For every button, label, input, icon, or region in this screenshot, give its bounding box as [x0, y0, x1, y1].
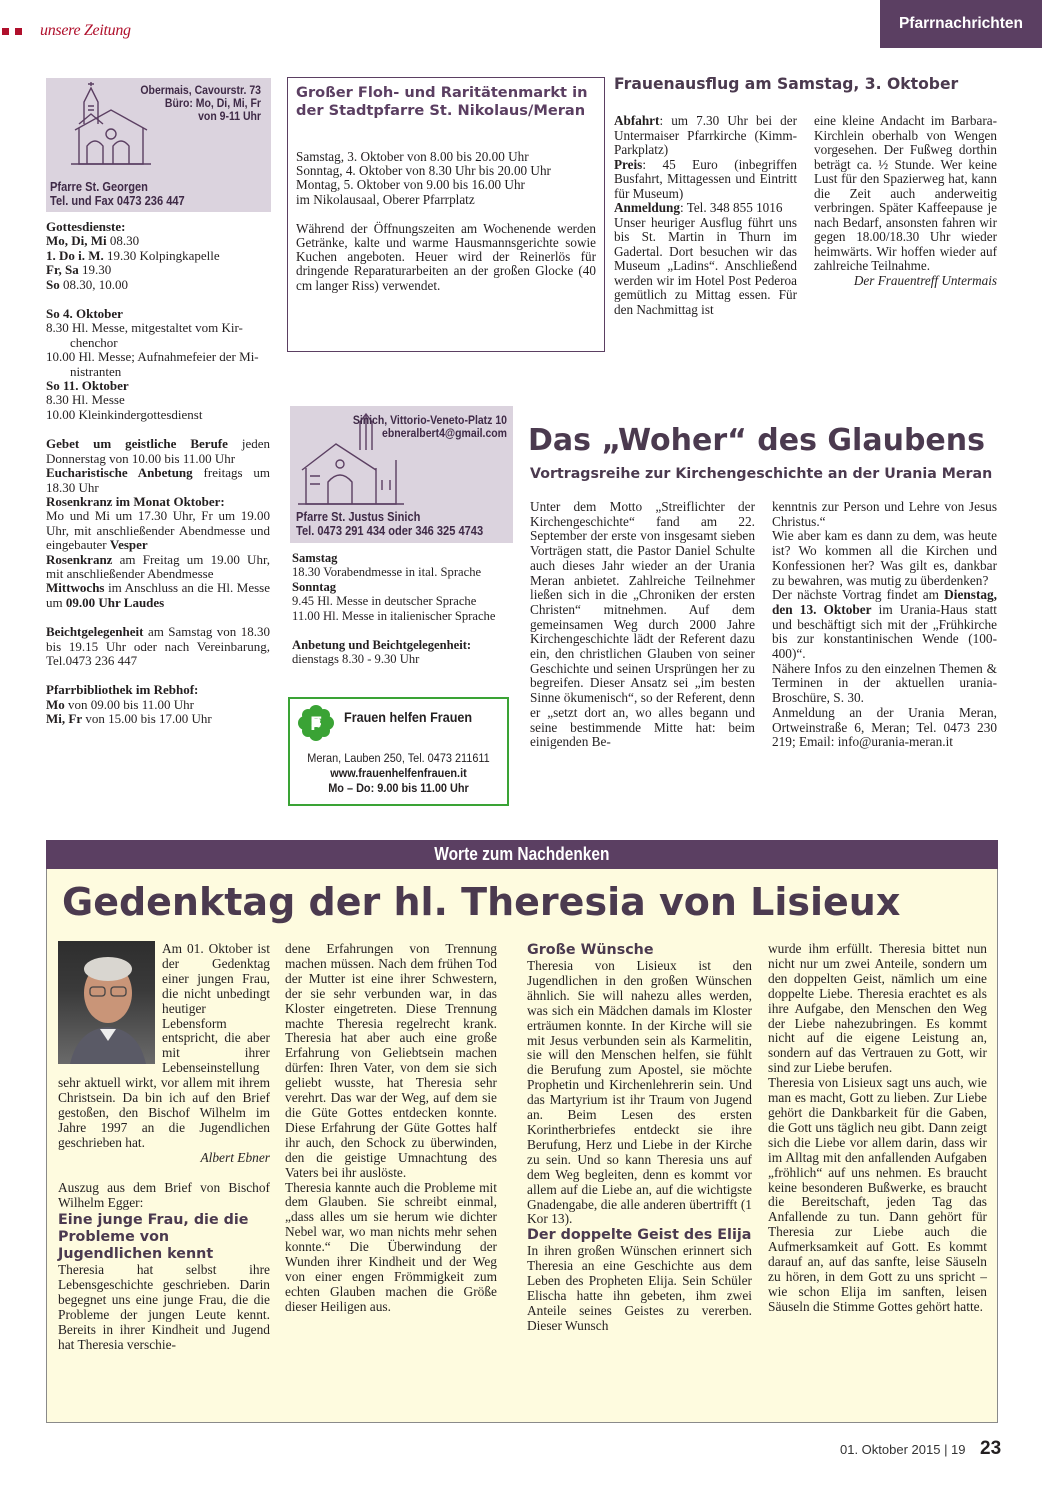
woher-subtitle: Vortragsreihe zur Kirchengeschichte an der Urania Meran — [530, 466, 993, 482]
woher-text: kenntnis zur Person und Lehre von Jesus Christus.“ — [772, 499, 997, 529]
worte-subhead: Der doppelte Geist des Elija — [527, 1227, 752, 1244]
rosen-text: Mo und Mi um 17.30 Uhr, Fr um 19.00 Uhr, mit anschließender Abendmesse und eingebauter — [46, 508, 270, 553]
so11-line: 10.00 Kleinkindergottesdienst — [46, 406, 203, 422]
worte-col2 — [285, 942, 497, 1315]
preis-label: Preis — [614, 156, 643, 172]
worte-col3 — [527, 942, 752, 1334]
abfahrt-label: Abfahrt — [614, 113, 660, 128]
so4-line: nistranten — [70, 363, 122, 379]
flohmarkt-date: im Nikolausaal, Oberer Pfarrplatz — [296, 191, 475, 207]
justus-sam-title: Samstag — [292, 551, 338, 565]
frauenausflug-col2 — [814, 114, 997, 288]
worte-auszug: Auszug aus dem Brief von Bischof Wilhelm Egger: — [58, 1179, 270, 1210]
page-number: 23 — [980, 1438, 1002, 1459]
worte-text: In ihren großen Wünschen erinnert sich Theresia an eine Geschichte aus dem Leben des Propheten Elija. Sein Schüler Elischa hatte ihn gebeten, ihm zwei Anteile seines Geistes zu vererben. Dieser Wunsch — [527, 1243, 752, 1333]
worte-author: Albert Ebner — [200, 1149, 270, 1165]
pfarre-georgen-box — [46, 78, 271, 212]
vesper-label: Vesper — [109, 537, 148, 553]
justus-anb-title: Anbetung und Beichtgelegenheit: — [292, 638, 472, 653]
bib-day: Mi, Fr — [46, 711, 83, 727]
section-tab: Pfarrnachrichten — [880, 0, 1042, 48]
so11-title: So 11. Oktober — [46, 378, 129, 394]
frauenausflug-signature: Der Frauentreff Untermais — [853, 272, 997, 288]
bib-time: von 09.00 bis 11.00 Uhr — [64, 696, 194, 712]
worte-text: Theresia von Lisieux ist den Jugendlichen in den großen Wünschen ähnlich. Sie will nahezu alles werden, was sich ein Mädchen damals im Kloster erträumen konnte. In der Kirche will sie mit Jesus verbunden sein als Karmelitin, sie will den Menschen helfen, sie fühlt die Berufung zum Apostel, sie möchte Prophetin und Kirchenlehrerin sein. Und das Martyrium ist ihr Traum von Jugend an. Beim Lesen des ersten Korintherbriefes entdeckt sie ihre Berufung, Herz und Liebe in der Kirche zu sein. Und so kann Theresia uns auf dem Weg begleiten, denn es kommt vor allem auf die Liebe an, auf die wichtigste Gnadengabe, die alle anderen übertrifft (1 Kor 13). — [527, 958, 752, 1227]
laudes-label: 09.00 Uhr Laudes — [65, 594, 165, 610]
eucha-label: Eucharistische Anbetung — [46, 465, 193, 481]
flohmarkt-box — [287, 77, 605, 352]
georgen-address-line: Büro: Mo, Di, Mi, Fr — [164, 96, 261, 110]
woher-date: Dienstag, den 13. Oktober — [772, 587, 997, 617]
pfarre-justus-box — [290, 406, 513, 543]
eucha-text: freitags um 18.30 Uhr — [46, 465, 270, 495]
preis-text: : 45 Euro (inbegriffen Busfahrt, Mittagessen und Eintritt für Museum) — [614, 156, 797, 201]
worte-text: dene Erfahrungen von Trennung machen müssen. Nach dem frühen Tod der Mutter ist eine ihrer Schwestern, der sie sehr verbunden war, in das Kloster eingetreten. Diese Trennung machte Theresia regelrecht krank. Theresia hat aber auch eine große Erfahrung von Geliebtsein machen dürfen: Ihren Vater, von dem sie sich geliebt wusste, hat Theresia sehr verehrt. Das war der Weg, auf dem sie die Güte Gottes entdecken konnte. Diese Erfahrung der Güte Gottes half ihr auch, den Schock zu überwinden, den die geistige Umnachtung des Vaters bei ihr auslöste. — [285, 941, 497, 1180]
svg-text:F: F — [310, 714, 322, 735]
woher-text: Unter dem Motto „Streiflichter der Kirchengeschichte“ fand am 22. September der erste von insgesamt sieben Vorträgen statt, die Pastor Daniel Schulte auch dieses Jahr wieder an der Urania Meran anbietet. Zahlreiche Teilnehmer ließen sich in die „Chroniken der ersten Christen“ mitnehmen. Auf dem gemeinsamen Weg durch 2000 Jahre Kirchengeschichte lädt der Referent dazu ein, den christlichen Glauben von seiner Geschichte und seinen Ursprüngen her zu begreifen. Dieser Ansatz sei „im besten Sinne ökumenisch“, so der Referent, denn er „setzt dort an, wo alles begann und seine bestimmende Mitte hat: beim einigenden Be- — [530, 499, 755, 750]
woher-text: Wie aber kam es dann zu dem, was heute ist? Wo kommen all die Kirchen und Konfessionen her? Was gilt es, dankbar zu bewahren, was mutig zu überdenken? — [772, 528, 997, 588]
worte-intro-text: Am 01. Oktober ist der Gedenktag einer jungen Frau, die nicht unbedingt heutiger Lebensform entspricht, die aber mit ihrer Lebenseinstellung sehr aktuell wirkt, vor allem mit ihrem Christsein. Da bin ich auf den Brief gestoßen, den Bischof Wilhelm im Jahre 1997 an die Jugendlichen geschrieben hat. — [58, 941, 270, 1150]
woher-text: Der nächste Vortrag findet am — [772, 587, 945, 603]
gd-day: So — [46, 276, 60, 292]
flower-logo-icon — [296, 703, 336, 743]
rosen2-text: am Freitag um 19.00 Uhr, mit anschließender Abendmesse — [46, 551, 270, 581]
bib-title: Pfarrbibliothek im Rebhof: — [46, 682, 199, 698]
justus-name: Pfarre St. Justus Sinich — [296, 510, 421, 524]
justus-son-line: 9.45 Hl. Messe in deutscher Sprache — [292, 594, 477, 609]
gd-time: 08.30, 10.00 — [59, 276, 128, 292]
flohmarkt-date: Sonntag, 4. Oktober von 8.30 Uhr bis 20.00 Uhr — [296, 163, 551, 179]
georgen-address-line: Obermais, Cavourstr. 73 — [140, 83, 261, 97]
justus-anb-text: dienstags 8.30 - 9.30 Uhr — [292, 652, 420, 667]
flohmarkt-date: Montag, 5. Oktober von 9.00 bis 16.00 Uhr — [296, 177, 525, 193]
georgen-address-line: von 9-11 Uhr — [198, 109, 261, 123]
woher-text: im Urania-Haus statt und beschäftigt sich mit der „Frühkirche bis zur konstantinischen Wende (100-400)“. — [772, 601, 997, 662]
georgen-schedule — [46, 220, 270, 727]
worte-col4 — [768, 942, 987, 1315]
frauenausflug-text: Unser heuriger Ausflug führt uns bis St. Martin in Thurn im Gadertal. Dort besuchen wir das Museum „Ladins“. Anschließend werden wir im Hotel Post Pederoa gemütlich zu Mittag essen. Für den Nachmittag ist — [614, 214, 797, 317]
worte-subhead: Eine junge Frau, die die Probleme von Jugendlichen kennt — [58, 1212, 249, 1263]
section-band-label: Worte zum Nachdenken — [434, 844, 610, 864]
so4-title: So 4. Oktober — [46, 306, 123, 322]
woher-text: Nähere Infos zu den einzelnen Themen & Terminen in der aktuellen urania-Broschüre, S. 30. — [772, 660, 997, 706]
frauenausflug-text: eine kleine Andacht im Barbara-Kirchlein oberhalb von Wengen vorgesehen. Der Fußweg dorthin beträgt ca. ½ Stunde. Wer keine Lust für den Spazierweg hat, kann die Zeit auch anderweitig verbringen. Später Kaffeepause je nach Bedarf, ansonsten fahren wir gegen 18.00/18.30 Uhr wieder heimwärts. Wir hoffen wieder auf zahlreiche Teilnahme. — [814, 113, 997, 273]
woher-col1 — [530, 500, 755, 750]
justus-sam-text: 18.30 Vorabendmesse in ital. Sprache — [292, 565, 482, 580]
rosen2-label: Rosenkranz — [46, 551, 113, 567]
justus-son-title: Sonntag — [292, 579, 337, 594]
so4-line: 8.30 Hl. Messe, mitgestaltet vom Kir- — [46, 320, 243, 336]
gd-time: 08.30 — [106, 233, 140, 249]
gd-day: 1. Do i. M. — [46, 247, 104, 263]
abfahrt-text: : um 7.30 Uhr bei der Untermaiser Pfarrkirche (Kimm-Parkplatz) — [614, 113, 797, 157]
worte-text: Theresia hat selbst ihre Lebensgeschichte geschrieben. Darin begegnet uns eine junge Frau, die die Probleme der jungen Leute kennt. Bereits in ihrer Kindheit und Jugend hat Theresia verschie- — [58, 1262, 270, 1352]
frauen-link[interactable]: www.frauenhelfenfrauen.it — [330, 766, 467, 780]
woher-col2 — [772, 500, 997, 750]
section-band — [46, 840, 998, 869]
woher-text: Anmeldung an der Urania Meran, Ortweinstraße 6, Meran; Tel. 0473 230 219; Email: info@urania-meran.it — [772, 704, 997, 750]
justus-schedule — [292, 551, 517, 667]
rosen-label: Rosenkranz im Monat Oktober: — [46, 493, 225, 509]
georgen-phone: Tel. und Fax 0473 236 447 — [50, 194, 185, 208]
frauenausflug-title: Frauenausflug am Samstag, 3. Oktober — [614, 75, 959, 93]
so11-line: 8.30 Hl. Messe — [46, 392, 125, 408]
worte-text: Theresia von Lisieux sagt uns auch, wie man es macht, Gott zu lieben. Zur Liebe gehört die Dankbarkeit für die Gaben, die Gott uns täglich neu gibt. Dann zeigt sich die Liebe vor allem darin, dass wir im Alltag mit den anfallenden Aufgaben „fröhlich“ auf uns nehmen. Es braucht keine besonderen Bußwerke, es braucht die Bereitschaft, jeden Tag das Anfallende zu tun. Dann gehört für Theresia zur Liebe auch die Aufmerksamkeit auf Gott. Es kommt darauf an, auf das sanfte, leise Säuseln zu hören, in dem Gott zu uns spricht – wie schon Elija im sanften, leisen Säuseln die Stimme Gottes gehört hatte. — [768, 1075, 987, 1314]
flohmarkt-title: Großer Floh- und Raritätenmarkt in der Stadtpfarre St. Nikolaus/Meran — [296, 84, 588, 119]
beicht-label: Beichtgelegenheit — [46, 624, 144, 640]
justus-son-line: 11.00 Hl. Messe in italienischer Sprache — [292, 608, 496, 623]
frauenausflug-col1 — [614, 114, 797, 317]
gebet-text: jeden Donnerstag von 10.00 bis 11.00 Uhr — [46, 436, 270, 466]
georgen-name: Pfarre St. Georgen — [50, 180, 148, 194]
footer-date: 01. Oktober 2015 | 19 — [840, 1442, 966, 1457]
anmeldung-text: : Tel. 348 855 1016 — [679, 200, 783, 215]
worte-subhead: Große Wünsche — [527, 942, 654, 958]
gd-time: 19.30 Kolpingkapelle — [103, 247, 220, 263]
gd-day: Mo, Di, Mi — [46, 233, 107, 249]
mitt-text: im Anschluss an die Hl. Messe um — [46, 580, 270, 610]
gd-day: Fr, Sa — [46, 262, 79, 278]
bib-time: von 15.00 bis 17.00 Uhr — [82, 711, 212, 727]
bib-day: Mo — [46, 696, 65, 712]
gd-time: 19.30 — [78, 262, 112, 278]
gd-title: Gottesdienste: — [46, 219, 126, 234]
mitt-label: Mittwochs — [46, 580, 105, 596]
worte-text: wurde ihm erfüllt. Theresia bittet nun nicht nur um zwei Anteile, sondern um den doppelten Geist, nämlich um eine doppelte Liebe. Theresia erachtet es als ihre Aufgabe, den Menschen den Weg der Liebe nahezubringen. Es kommt nicht auf die eigene Leistung an, sondern auf das Vertrauen zu Gott, wir sind zur Liebe berufen. — [768, 941, 987, 1076]
frauen-title: Frauen helfen Frauen — [344, 709, 473, 725]
so4-line: chenchor — [70, 334, 118, 350]
header-dots — [2, 28, 22, 35]
frauen-line: Mo – Do: 9.00 bis 11.00 Uhr — [328, 781, 469, 795]
woher-title: Das „Woher“ des Glaubens — [528, 423, 985, 458]
frauen-line: Meran, Lauben 250, Tel. 0473 211611 — [307, 751, 490, 765]
flohmarkt-date: Samstag, 3. Oktober von 8.00 bis 20.00 Uhr — [296, 149, 529, 164]
anmeldung-label: Anmeldung — [614, 200, 680, 215]
so4-line: 10.00 Hl. Messe; Aufnahmefeier der Mi- — [46, 349, 259, 365]
worte-text: Theresia kannte auch die Probleme mit dem Glauben. Sie schreibt einmal, „dass alles um sie herum wie dichter Nebel war, wo man nichts mehr sehen konnte.“ Die Überwindung der Wunden ihrer Kindheit und der Weg von einer engen Frömmigkeit zum echten Glauben machen die Größe dieser Heiligen aus. — [285, 1179, 497, 1314]
gebet-label: Gebet um geistliche Berufe — [46, 436, 228, 452]
justus-address-line: ebneralbert4@gmail.com — [382, 426, 507, 440]
flohmarkt-text: Während der Öffnungszeiten am Wochenende werden Getränke, kalte und warme Hausmannsgerichte sowie Kuchen angeboten. Heuer wird der Reinerlös für dringende Reparaturarbeiten an der großen Glocke (40 cm langer Riss) verwendet. — [296, 220, 596, 293]
worte-title: Gedenktag der hl. Theresia von Lisieux — [62, 880, 901, 924]
worte-intro — [58, 942, 270, 1353]
justus-address-line: Sinich, Vittorio-Veneto-Platz 10 — [352, 413, 507, 427]
header-brand: unsere Zeitung — [40, 22, 131, 39]
beicht-text: am Samstag von 18.30 bis 19.15 Uhr oder nach Vereinbarung, Tel.0473 236 447 — [46, 624, 270, 668]
justus-phone: Tel. 0473 291 434 oder 346 325 4743 — [296, 524, 484, 538]
frauen-helfen-frauen-box — [288, 697, 509, 806]
